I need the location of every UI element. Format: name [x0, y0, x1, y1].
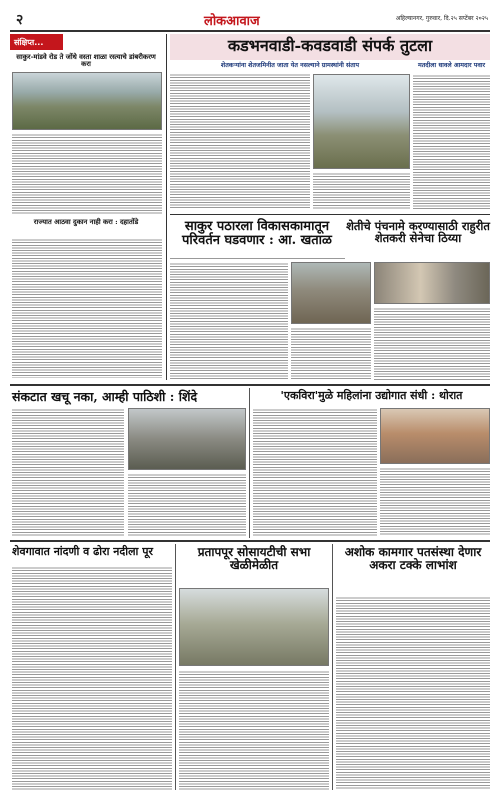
sankat-title: संकटात खचू नका, आम्ही पाठिशी : शिंदे [12, 389, 198, 404]
main-kicker: शेतकऱ्यांना शेतजमिनीत जाता येत नसल्याने ग्रामस्थांनी संताप [220, 62, 360, 69]
ekvira-title: 'एकविरा'मुळे महिलांना उद्योगात संधी : थोरात [280, 389, 463, 402]
pratappur-body [179, 670, 329, 790]
sankat-body-left [12, 408, 124, 536]
shetkari-photo [374, 262, 490, 304]
rule-2 [10, 384, 490, 386]
vertical-divider-right [332, 544, 333, 790]
ekvira-photo [380, 408, 490, 464]
ashok-title: अशोक कामगार पतसंस्था देणार अकरा टक्के लाभांश [344, 545, 482, 572]
column-divider [166, 34, 167, 380]
ashok-body [336, 596, 490, 790]
main-headline: कडभनवाडी-कवडवाडी संपर्क तुटला [227, 36, 433, 55]
left-story1-title: साकुर-मांडवे रोड ते जोंधे वस्ता शाळा रस्त्याचे डांबरीकरण करा [16, 53, 156, 69]
sankat-photo [128, 408, 246, 470]
sakur-photo [291, 262, 371, 324]
side-body [413, 74, 490, 210]
rule-3 [10, 540, 490, 542]
ekvira-body [253, 408, 377, 536]
sakur-title: साकुर पठारला विकासकामातून परिवर्तन घडवणार : आ. खताळ [182, 219, 332, 248]
page-number: २ [16, 12, 24, 28]
newspaper-title: लोकआवाज [204, 14, 260, 29]
vertical-divider-left [175, 544, 176, 790]
left-story1-photo [12, 72, 162, 130]
pratappur-photo [179, 588, 329, 666]
left-story1-body [12, 133, 162, 215]
sakur-bottom-line [170, 258, 345, 259]
vertical-divider-mid [249, 388, 250, 538]
main-photo-caption [313, 172, 410, 210]
shevgaon-title: शेवगावात नांदणी व ढोरा नदीला पूर [12, 545, 153, 558]
masthead-rule [10, 30, 490, 32]
sakur-body [170, 262, 288, 380]
side-headline: मतदीला धावले आमदार पवार [417, 62, 486, 69]
shetkari-body [374, 307, 490, 380]
sankat-body-right [128, 473, 246, 536]
rule-1 [170, 214, 490, 215]
left-story2-title: राज्यात आठवा दुकान नाही करा : दहातोंडे [33, 218, 139, 226]
main-body [170, 73, 310, 209]
issue-meta: अहिल्यानगर, गुरुवार, दि.२५ सप्टेंबर २०२५ [395, 15, 488, 22]
sakur-photo-caption [291, 327, 371, 380]
shetkari-title: शेतीचे पंचनामे करण्यासाठी राहुरीत शेतकरी सेनेचा ठिय्या [346, 219, 490, 246]
left-story2-body [12, 238, 162, 378]
ekvira-body-right [380, 467, 490, 536]
main-headline-band [170, 34, 490, 60]
brief-label: संक्षिप्त... [10, 34, 63, 50]
masthead [10, 8, 490, 30]
pratappur-title: प्रतापपूर सोसायटीची सभा खेळीमेळीत [197, 545, 311, 572]
shevgaon-body [12, 566, 172, 790]
main-flood-photo [313, 74, 410, 169]
